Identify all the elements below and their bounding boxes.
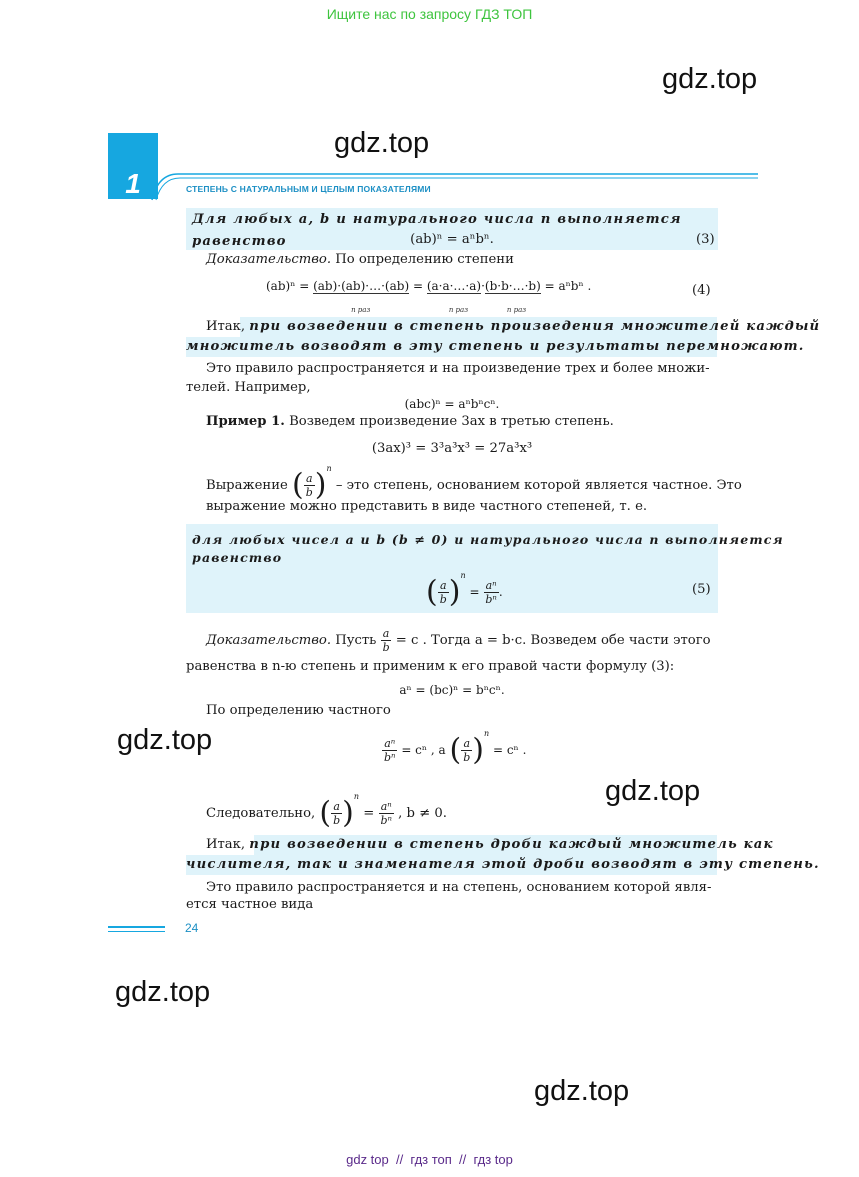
formula-4-number: (4) — [692, 283, 711, 298]
consequently-fraction-2 — [378, 800, 394, 827]
para-2-rest: – это степень, основанием которой является частное. Это — [331, 478, 742, 493]
formula-def-num-1: aⁿ — [384, 737, 396, 750]
consequently-tail: , b ≠ 0. — [393, 806, 448, 821]
rule-2-rhs-num: aⁿ — [485, 579, 497, 592]
rule-2-number: (5) — [692, 582, 711, 597]
formula-def-t2: = cⁿ . — [489, 743, 527, 757]
consequently-eq: = — [359, 806, 379, 821]
para-2-line-1: Выражение ( $\frac{a}{b}$ )$^n$ – это степень, основанием которой является частное. Это — [206, 464, 742, 503]
rule-2-rhs-fraction — [483, 579, 499, 606]
example-1 — [206, 411, 614, 433]
consequently-den-2: bⁿ — [380, 814, 392, 827]
consequently-num-1: a — [333, 800, 340, 813]
watermark-5: gdz.top — [115, 976, 211, 1008]
formula-4-brace-3: n раз — [506, 306, 527, 314]
top-banner[interactable]: Ищите нас по запросу ГДЗ ТОП — [326, 6, 533, 22]
proof-1-text: По определению степени — [331, 252, 514, 267]
example-1-label: Пример 1. — [206, 414, 285, 429]
formula-4-eq: = — [409, 279, 427, 293]
example-1-text: Возведем произведение 3ax в третью степень. — [284, 414, 614, 429]
para-4-line-2: ется частное вида — [186, 897, 314, 912]
footer-links[interactable]: gdz top // гдз топ // гдз top — [346, 1152, 513, 1167]
proof-1 — [206, 249, 514, 271]
rule-2-lhs-den: b — [439, 593, 447, 606]
formula-4-lhs: (ab)ⁿ = — [266, 279, 314, 293]
conclusion-1-lead: Итак, — [206, 319, 250, 334]
rule-1-formula: (ab)ⁿ = aⁿbⁿ. — [410, 232, 494, 247]
watermark-4: gdz.top — [605, 775, 701, 807]
page-rule — [108, 926, 165, 928]
formula-def-den-2: b — [463, 751, 471, 764]
rule-2-rhs-den: bⁿ — [485, 593, 497, 606]
formula-def-t1: = cⁿ , а — [397, 743, 450, 757]
para-4-line-1: Это правило распространяется и на степень, основанием которой явля- — [206, 880, 712, 895]
watermark-3: gdz.top — [117, 724, 213, 756]
formula-bc: aⁿ = (bc)ⁿ = bⁿcⁿ. — [399, 683, 505, 697]
conclusion-2-line-2: числителя, так и знаменателя этой дроби возводят в эту степень. — [186, 857, 820, 872]
proof-1-label: Доказательство. — [206, 252, 332, 267]
consequently-lead: Следовательно, — [206, 806, 320, 821]
para-2-lead: Выражение — [206, 478, 293, 493]
formula-def-num-2: a — [463, 737, 471, 750]
proof-2-num: a — [382, 627, 390, 640]
para-2-line-2: выражение можно представить в виде частного степеней, т. е. — [206, 499, 648, 514]
rule-2-line-2: равенство — [192, 550, 283, 565]
formula-4-group-3 — [484, 279, 541, 314]
formula-def-fraction-1 — [382, 737, 398, 764]
chapter-number: 1 — [125, 168, 141, 199]
para-2-fraction-num: a — [305, 472, 313, 485]
conclusion-2-lead: Итак, — [206, 837, 250, 852]
conclusion-1-line-2: множитель возводят в эту степень и результаты перемножают. — [186, 339, 805, 354]
proof-2-t2: = c . Тогда a = b·c. Возведем обе части этого — [391, 633, 711, 648]
rule-2-lhs-fraction — [438, 579, 449, 606]
para-2-fraction — [304, 472, 315, 499]
formula-def: $\frac{\text{aⁿ}}{\text{bⁿ}}$ = cⁿ , а ( $\frac{a}{b}$ )$^n$ = cⁿ . — [384, 729, 527, 768]
formula-3ax: (3ax)³ = 3³a³x³ = 27a³x³ — [371, 441, 533, 456]
formula-4-group-1 — [313, 279, 410, 314]
consequently-fraction-1 — [331, 800, 342, 827]
rule-2-end: . — [498, 585, 503, 599]
conclusion-1-text-1: при возведении в степень произведения множителей каждый — [249, 319, 821, 334]
rule-2-lhs-num: a — [439, 579, 447, 592]
consequently-den-1: b — [333, 814, 341, 827]
formula-4-rhs: = aⁿbⁿ . — [540, 279, 592, 293]
rule-1-text: Для любых a, b и натурального числа n выполняется равенство — [192, 212, 682, 249]
para-1-line-1: Это правило распространяется и на произведение трех и более множи- — [206, 361, 710, 376]
formula-4-group-2 — [426, 279, 482, 314]
consequently-exp: n — [353, 792, 360, 801]
proof-2-line-2: равенства в n-ю степень и применим к его правой части формулу (3): — [186, 659, 675, 674]
rule-1-number: (3) — [696, 232, 715, 247]
formula-4-brace-1: n раз — [351, 306, 371, 314]
watermark-1: gdz.top — [662, 63, 758, 95]
formula-4-group-1-text: (ab)·(ab)·…·(ab) — [313, 279, 410, 293]
proof-2-line-1 — [206, 627, 711, 654]
formula-def-den-1: bⁿ — [384, 751, 396, 764]
formula-4-brace-2: n раз — [448, 306, 469, 314]
formula-4-dot: · — [481, 279, 485, 293]
page-number: 24 — [185, 921, 199, 935]
rule-2-exp: n — [460, 571, 466, 580]
chapter-title: СТЕПЕНЬ С НАТУРАЛЬНЫМ И ЦЕЛЫМ ПОКАЗАТЕЛЯМИ — [186, 184, 431, 194]
consequently: Следовательно, ( $\frac{a}{b}$ )$^n$ = $\frac{\text{aⁿ}}{\text{bⁿ}}$ , b ≠ 0. — [206, 792, 448, 831]
page-rule-2 — [108, 931, 165, 932]
formula-4 — [266, 279, 592, 314]
conclusion-1-line-1 — [206, 316, 820, 338]
conclusion-2-line-1 — [206, 834, 774, 856]
formula-def-fraction-2 — [461, 737, 472, 764]
watermark-6: gdz.top — [534, 1075, 630, 1107]
watermark-2: gdz.top — [334, 127, 430, 159]
para-3: По определению частного — [206, 703, 391, 718]
formula-4-group-2-text: (a·a·…·a) — [426, 279, 482, 293]
formula-abc: (abc)ⁿ = aⁿbⁿcⁿ. — [404, 397, 500, 411]
proof-2-label: Доказательство. — [206, 633, 332, 648]
consequently-num-2: aⁿ — [380, 800, 392, 813]
para-1-line-2: телей. Например, — [186, 380, 311, 395]
rule-2-formula: ( $\frac{a}{b}$ )$^n$ = $\frac{\text{aⁿ}}{\text{bⁿ}}$ . — [426, 571, 503, 610]
chapter-rule — [150, 162, 760, 202]
proof-2-t1: Пусть — [331, 633, 381, 648]
para-2-fraction-den: b — [305, 486, 313, 499]
conclusion-2-text-1: при возведении в степень дроби каждый множитель как — [249, 837, 774, 852]
formula-def-exp: n — [484, 729, 490, 738]
rule-2-line-1: для любых чисел a и b (b ≠ 0) и натурального числа n выполняется — [192, 532, 784, 547]
formula-4-group-3-text: (b·b·…·b) — [484, 279, 541, 293]
para-2-exp: n — [326, 464, 332, 473]
proof-2-fraction — [381, 627, 392, 654]
proof-2-den: b — [382, 641, 390, 654]
